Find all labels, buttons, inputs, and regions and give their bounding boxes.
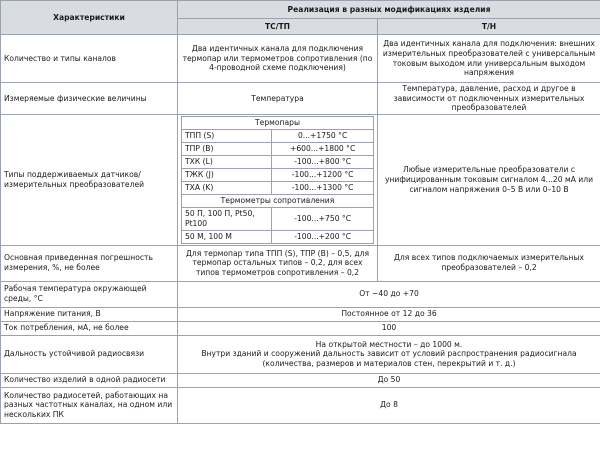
table-row bbox=[1, 321, 600, 335]
row-label: Количество и типы каналов bbox=[1, 35, 178, 83]
row-label: Дальность устойчивой радиосвязи bbox=[1, 335, 178, 373]
sensor-type: ТХА (K) bbox=[182, 182, 272, 195]
sensor-type: ТПП (S) bbox=[182, 130, 272, 143]
row-label: Напряжение питания, В bbox=[1, 307, 178, 321]
cell-t-n: Температура, давление, расход и другое в зависимости от подключенных измерительных преобразователей bbox=[378, 83, 600, 115]
sensor-range: +600...+1800 °С bbox=[272, 143, 374, 156]
thermocouples-title: Термопары bbox=[182, 117, 374, 130]
cell-value: До 50 bbox=[178, 373, 600, 387]
rtd-title: Термометры сопротивления bbox=[182, 195, 374, 208]
sensor-row bbox=[182, 130, 374, 143]
cell-value: 100 bbox=[178, 321, 600, 335]
table-row bbox=[1, 373, 600, 387]
table-row bbox=[1, 281, 600, 307]
cell-ts-tp: Температура bbox=[178, 83, 378, 115]
table-row bbox=[1, 387, 600, 423]
row-label: Ток потребления, мА, не более bbox=[1, 321, 178, 335]
cell-value: Постоянное от 12 до 36 bbox=[178, 307, 600, 321]
table-row bbox=[1, 83, 600, 115]
sensor-range: -100...+750 °С bbox=[272, 208, 374, 230]
row-label: Рабочая температура окружающей среды, °С bbox=[1, 281, 178, 307]
cell-value: От −40 до +70 bbox=[178, 281, 600, 307]
sensor-range: 0...+1750 °С bbox=[272, 130, 374, 143]
sensor-subtable bbox=[181, 116, 374, 243]
cell-ts-tp: Два идентичных канала для подключения термопар или термометров сопротивления (по 4-проводной схеме подключения) bbox=[178, 35, 378, 83]
table-row bbox=[1, 335, 600, 373]
sensor-type: ТПР (B) bbox=[182, 143, 272, 156]
cell-value bbox=[178, 335, 600, 373]
table-row bbox=[1, 245, 600, 281]
sensor-row bbox=[182, 182, 374, 195]
sensor-type: 50 М, 100 М bbox=[182, 230, 272, 243]
row-label: Типы поддерживаемых датчиков/ измерительных преобразователей bbox=[1, 115, 178, 245]
row-label: Измеряемые физические величины bbox=[1, 83, 178, 115]
sensor-row bbox=[182, 169, 374, 182]
sensor-row bbox=[182, 208, 374, 230]
cell-ts-tp: Для термопар типа ТПП (S), ТПР (B) – 0,5, для термопар остальных типов – 0,2, для всех типов термометров сопротивления – 0,2 bbox=[178, 245, 378, 281]
sensor-row bbox=[182, 230, 374, 243]
sensor-type: 50 П, 100 П, Pt50, Pt100 bbox=[182, 208, 272, 230]
header-characteristics: Характеристики bbox=[1, 1, 178, 35]
sensor-type: ТЖК (J) bbox=[182, 169, 272, 182]
cell-t-n: Два идентичных канала для подключения: внешних измерительных преобразователей с универсальным токовым выходом или универсальным выходом напряжения bbox=[378, 35, 600, 83]
row-label: Количество изделий в одной радиосети bbox=[1, 373, 178, 387]
cell-value: До 8 bbox=[178, 387, 600, 423]
table-row bbox=[1, 115, 600, 245]
sensor-range: -100...+1300 °С bbox=[272, 182, 374, 195]
row-label: Количество радиосетей, работающих на разных частотных каналах, на одном или нескольких ПК bbox=[1, 387, 178, 423]
table-row bbox=[1, 307, 600, 321]
header-ts-tp: ТС/ТП bbox=[178, 19, 378, 35]
sensor-range: -100...+1200 °С bbox=[272, 169, 374, 182]
sensor-range: -100...+200 °С bbox=[272, 230, 374, 243]
header-implementation: Реализация в разных модификациях изделия bbox=[178, 1, 600, 19]
cell-t-n: Любые измерительные преобразователи с унифицированным токовым сигналом 4...20 мА или сигналом напряжения 0–5 В или 0–10 В bbox=[378, 115, 600, 245]
sensor-type: ТХК (L) bbox=[182, 156, 272, 169]
row-label: Основная приведенная погрешность измерения, %, не более bbox=[1, 245, 178, 281]
sensor-range: -100...+800 °С bbox=[272, 156, 374, 169]
sensor-row bbox=[182, 143, 374, 156]
sensor-row bbox=[182, 156, 374, 169]
cell-t-n: Для всех типов подключаемых измерительных преобразователей – 0,2 bbox=[378, 245, 600, 281]
range-open-area: На открытой местности – до 1000 м. bbox=[315, 339, 463, 349]
table-row bbox=[1, 35, 600, 83]
sensor-subtable-cell bbox=[178, 115, 378, 245]
header-t-n: Т/Н bbox=[378, 19, 600, 35]
range-indoor: Внутри зданий и сооружений дальность зависит от условий распространения радиосигнала (количества, размеров и материалов стен, перекрытий и т. д.) bbox=[201, 349, 577, 368]
